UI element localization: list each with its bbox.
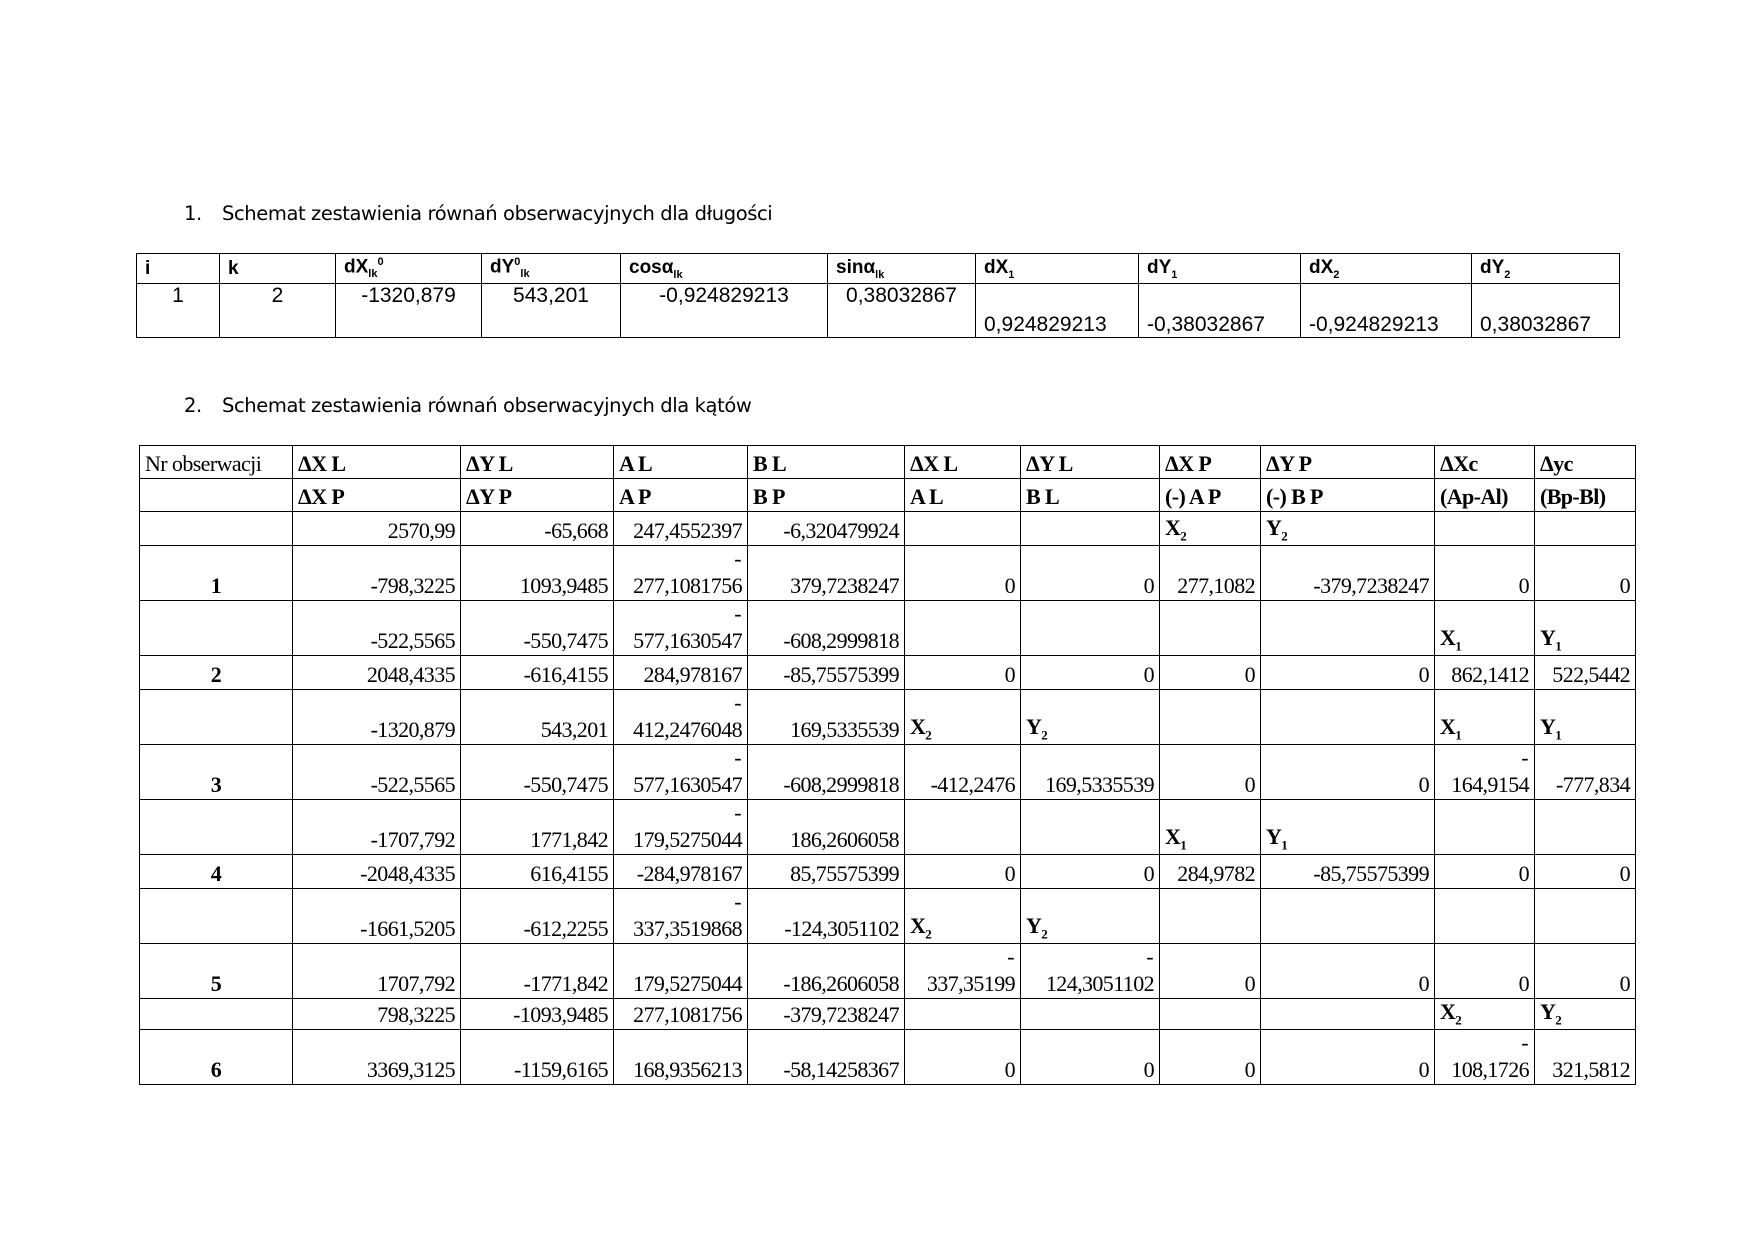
lengths-header-cell: [828, 254, 976, 284]
variable-label: $X_2$: [905, 889, 1021, 944]
table-row: [140, 999, 1636, 1030]
table-cell: 277,1081756: [614, 999, 748, 1030]
table-cell: 522,5442: [1535, 656, 1636, 690]
header-text: dX: [344, 256, 369, 278]
table-cell: 169,5335539: [748, 690, 905, 745]
table-cell: -284,978167: [614, 855, 748, 889]
lengths-data-cell: 1: [137, 284, 220, 338]
table-cell: - 164,9154: [1435, 745, 1535, 800]
angles-header-cell: ΔX P: [1160, 446, 1261, 479]
table-cell: -616,4155: [461, 656, 614, 690]
table-cell: - 577,1630547: [614, 601, 748, 656]
observation-number: [140, 512, 293, 546]
angles-header-cell: B L: [748, 446, 905, 479]
variable-label: $Y_2$: [1021, 889, 1160, 944]
lengths-header-cell: [621, 254, 828, 284]
angles-header-cell: (-) A P: [1160, 479, 1261, 512]
table-cell: 0: [1021, 546, 1160, 601]
lengths-data-cell: -0,924829213: [621, 284, 828, 338]
angles-table-body: [140, 446, 1636, 1085]
table-cell: 0: [1261, 944, 1435, 999]
table-cell: -2048,4335: [293, 855, 461, 889]
table-cell: 2048,4335: [293, 656, 461, 690]
section-1-heading: [184, 202, 772, 225]
table-cell: [1021, 512, 1160, 546]
table-cell: -522,5565: [293, 745, 461, 800]
observation-number: [140, 690, 293, 745]
section-1-number: 1.: [184, 202, 202, 225]
variable-label: $Y_1$: [1535, 690, 1636, 745]
angles-header-cell: ΔY L: [461, 446, 614, 479]
table-cell: 0: [1261, 1030, 1435, 1085]
table-cell: -522,5565: [293, 601, 461, 656]
lengths-data-cell: -0,38032867: [1139, 284, 1301, 338]
table-row: [140, 512, 1636, 546]
table-cell: [1535, 800, 1636, 855]
table-cell: [1021, 601, 1160, 656]
table-cell: 543,201: [461, 690, 614, 745]
table-cell: - 179,5275044: [614, 800, 748, 855]
table-cell: - 124,3051102: [1021, 944, 1160, 999]
table-cell: 0: [1261, 745, 1435, 800]
angles-header-cell: (Ap-Al): [1435, 479, 1535, 512]
table-cell: -186,2606058: [748, 944, 905, 999]
lengths-header-cell: [482, 254, 621, 284]
table-cell: 0: [1535, 546, 1636, 601]
lengths-table: [136, 253, 1620, 338]
table-cell: - 337,3519868: [614, 889, 748, 944]
header-text: dX: [1309, 256, 1334, 278]
table-cell: -612,2255: [461, 889, 614, 944]
table-cell: 277,1082: [1160, 546, 1261, 601]
table-cell: [1435, 512, 1535, 546]
angles-header-cell: Nr obserwacji: [140, 446, 293, 479]
table-row: [140, 601, 1636, 656]
table-cell: 284,9782: [1160, 855, 1261, 889]
header-text: dY: [1147, 256, 1172, 278]
angles-header-cell: A L: [614, 446, 748, 479]
header-subscript: lk: [875, 268, 885, 281]
table-cell: 0: [1160, 1030, 1261, 1085]
table-cell: [1261, 999, 1435, 1030]
table-cell: 798,3225: [293, 999, 461, 1030]
table-cell: 1707,792: [293, 944, 461, 999]
variable-label: $Y_1$: [1261, 800, 1435, 855]
angles-header-cell: ΔY L: [1021, 446, 1160, 479]
observation-number: [140, 601, 293, 656]
section-2-title: Schemat zestawienia równań obserwacyjnych dla kątów: [222, 394, 752, 417]
header-text: dY: [1480, 256, 1505, 278]
angles-header-cell: (-) B P: [1261, 479, 1435, 512]
table-cell: 85,75575399: [748, 855, 905, 889]
section-1-title: Schemat zestawienia równań obserwacyjnych dla długości: [222, 202, 773, 225]
header-text: i: [145, 257, 151, 279]
angles-header-cell: ΔX L: [293, 446, 461, 479]
observation-number: [140, 800, 293, 855]
table-row: [140, 690, 1636, 745]
table-cell: 3369,3125: [293, 1030, 461, 1085]
angles-header-cell: ΔY P: [461, 479, 614, 512]
table-cell: - 412,2476048: [614, 690, 748, 745]
angles-header-cell: Δyc: [1535, 446, 1636, 479]
angles-header-cell: ΔXc: [1435, 446, 1535, 479]
table-cell: -58,14258367: [748, 1030, 905, 1085]
table-cell: 168,9356213: [614, 1030, 748, 1085]
table-cell: 0: [1535, 855, 1636, 889]
table-row: [140, 745, 1636, 800]
observation-number: 3: [140, 745, 293, 800]
observation-number: 2: [140, 656, 293, 690]
lengths-table-header: [137, 254, 1620, 284]
table-cell: 379,7238247: [748, 546, 905, 601]
table-cell: 169,5335539: [1021, 745, 1160, 800]
observation-number: 4: [140, 855, 293, 889]
observation-number: 1: [140, 546, 293, 601]
lengths-data-cell: -1320,879: [336, 284, 482, 338]
lengths-data-cell: 543,201: [482, 284, 621, 338]
table-row: [140, 546, 1636, 601]
variable-label: $X_2$: [1160, 512, 1261, 546]
lengths-header-cell: [220, 254, 336, 284]
table-cell: -1320,879: [293, 690, 461, 745]
table-row: [140, 889, 1636, 944]
table-cell: [1435, 889, 1535, 944]
table-cell: [1160, 690, 1261, 745]
variable-label: $X_2$: [1435, 999, 1535, 1030]
angles-header-cell: A P: [614, 479, 748, 512]
table-row: [140, 656, 1636, 690]
table-cell: -1093,9485: [461, 999, 614, 1030]
header-text: dY: [490, 256, 515, 278]
table-cell: -412,2476: [905, 745, 1021, 800]
table-cell: 2570,99: [293, 512, 461, 546]
table-cell: 616,4155: [461, 855, 614, 889]
table-cell: -777,834: [1535, 745, 1636, 800]
header-superscript: 0: [514, 256, 521, 269]
table-cell: [1021, 800, 1160, 855]
variable-label: $X_1$: [1160, 800, 1261, 855]
table-cell: -379,7238247: [748, 999, 905, 1030]
angles-header-cell: [140, 479, 293, 512]
table-cell: -379,7238247: [1261, 546, 1435, 601]
header-text: dX: [984, 256, 1009, 278]
lengths-data-cell: 2: [220, 284, 336, 338]
table-cell: 0: [905, 656, 1021, 690]
table-cell: 0: [905, 546, 1021, 601]
table-cell: 0: [1261, 656, 1435, 690]
section-2-heading: [184, 394, 751, 417]
variable-label: $X_1$: [1435, 690, 1535, 745]
table-cell: -608,2999818: [748, 745, 905, 800]
table-cell: [905, 601, 1021, 656]
header-subscript: 2: [1333, 268, 1340, 281]
angles-header-cell: A L: [905, 479, 1021, 512]
variable-label: $X_1$: [1435, 601, 1535, 656]
table-cell: [905, 800, 1021, 855]
variable-label: $X_2$: [905, 690, 1021, 745]
table-cell: 0: [1021, 855, 1160, 889]
angles-table: [139, 445, 1636, 1085]
variable-label: $Y_2$: [1261, 512, 1435, 546]
lengths-data-cell: -0,924829213: [1301, 284, 1472, 338]
table-cell: -550,7475: [461, 745, 614, 800]
variable-label: $Y_1$: [1535, 601, 1636, 656]
table-cell: - 577,1630547: [614, 745, 748, 800]
table-cell: 0: [1435, 855, 1535, 889]
lengths-data-cell: 0,38032867: [1472, 284, 1620, 338]
angles-header-cell: ΔX L: [905, 446, 1021, 479]
header-text: sinα: [836, 256, 876, 278]
table-cell: - 108,1726: [1435, 1030, 1535, 1085]
table-cell: -1159,6165: [461, 1030, 614, 1085]
header-superscript: 0: [377, 256, 384, 269]
table-cell: -1661,5205: [293, 889, 461, 944]
table-cell: -1771,842: [461, 944, 614, 999]
table-row: [140, 1030, 1636, 1085]
table-row: [140, 800, 1636, 855]
table-cell: -6,320479924: [748, 512, 905, 546]
table-cell: 0: [905, 1030, 1021, 1085]
table-row: [140, 855, 1636, 889]
table-cell: [1261, 889, 1435, 944]
header-subscript: lk: [368, 268, 378, 281]
table-cell: [1261, 601, 1435, 656]
table-cell: 0: [1435, 944, 1535, 999]
table-cell: - 337,35199: [905, 944, 1021, 999]
table-cell: 321,5812: [1535, 1030, 1636, 1085]
lengths-header-cell: [1301, 254, 1472, 284]
table-cell: -1707,792: [293, 800, 461, 855]
table-cell: -65,668: [461, 512, 614, 546]
angles-header-cell: ΔX P: [293, 479, 461, 512]
header-subscript: 1: [1008, 268, 1015, 281]
lengths-data-cell: 0,38032867: [828, 284, 976, 338]
angles-header-row: [140, 446, 1636, 479]
angles-header-cell: ΔY P: [1261, 446, 1435, 479]
lengths-header-cell: [336, 254, 482, 284]
lengths-header-cell: [1139, 254, 1301, 284]
table-cell: 0: [1021, 656, 1160, 690]
table-cell: 0: [905, 855, 1021, 889]
table-cell: -124,3051102: [748, 889, 905, 944]
table-cell: -85,75575399: [748, 656, 905, 690]
lengths-header-cell: [137, 254, 220, 284]
table-cell: [1160, 999, 1261, 1030]
table-cell: [905, 999, 1021, 1030]
header-subscript: lk: [673, 268, 683, 281]
header-subscript: lk: [520, 268, 530, 281]
angles-header-cell: (Bp-Bl): [1535, 479, 1636, 512]
angles-header-cell: B P: [748, 479, 905, 512]
table-cell: [1435, 800, 1535, 855]
table-cell: -798,3225: [293, 546, 461, 601]
table-cell: 0: [1160, 745, 1261, 800]
table-cell: [1535, 512, 1636, 546]
table-cell: 247,4552397: [614, 512, 748, 546]
table-row: [140, 944, 1636, 999]
table-cell: 1093,9485: [461, 546, 614, 601]
table-cell: 0: [1021, 1030, 1160, 1085]
table-cell: 0: [1535, 944, 1636, 999]
table-cell: 862,1412: [1435, 656, 1535, 690]
observation-number: 6: [140, 1030, 293, 1085]
header-subscript: 2: [1504, 268, 1511, 281]
table-cell: 0: [1160, 656, 1261, 690]
observation-number: [140, 999, 293, 1030]
variable-label: $Y_2$: [1021, 690, 1160, 745]
angles-header-row: [140, 479, 1636, 512]
table-cell: 0: [1435, 546, 1535, 601]
table-cell: -85,75575399: [1261, 855, 1435, 889]
header-subscript: 1: [1171, 268, 1178, 281]
table-cell: [905, 512, 1021, 546]
table-cell: -608,2999818: [748, 601, 905, 656]
observation-number: [140, 889, 293, 944]
table-cell: [1021, 999, 1160, 1030]
header-text: k: [228, 257, 239, 279]
table-cell: 0: [1160, 944, 1261, 999]
angles-header-cell: B L: [1021, 479, 1160, 512]
lengths-data-cell: 0,924829213: [976, 284, 1139, 338]
lengths-table-row: [137, 284, 1620, 338]
table-cell: [1535, 889, 1636, 944]
section-2-number: 2.: [184, 394, 202, 417]
table-cell: 186,2606058: [748, 800, 905, 855]
header-text: cosα: [629, 256, 674, 278]
variable-label: $Y_2$: [1535, 999, 1636, 1030]
table-cell: [1261, 690, 1435, 745]
lengths-header-cell: [976, 254, 1139, 284]
observation-number: 5: [140, 944, 293, 999]
table-cell: 284,978167: [614, 656, 748, 690]
table-cell: [1160, 601, 1261, 656]
table-cell: [1160, 889, 1261, 944]
table-cell: - 277,1081756: [614, 546, 748, 601]
table-cell: -550,7475: [461, 601, 614, 656]
table-cell: 179,5275044: [614, 944, 748, 999]
table-cell: 1771,842: [461, 800, 614, 855]
lengths-header-cell: [1472, 254, 1620, 284]
